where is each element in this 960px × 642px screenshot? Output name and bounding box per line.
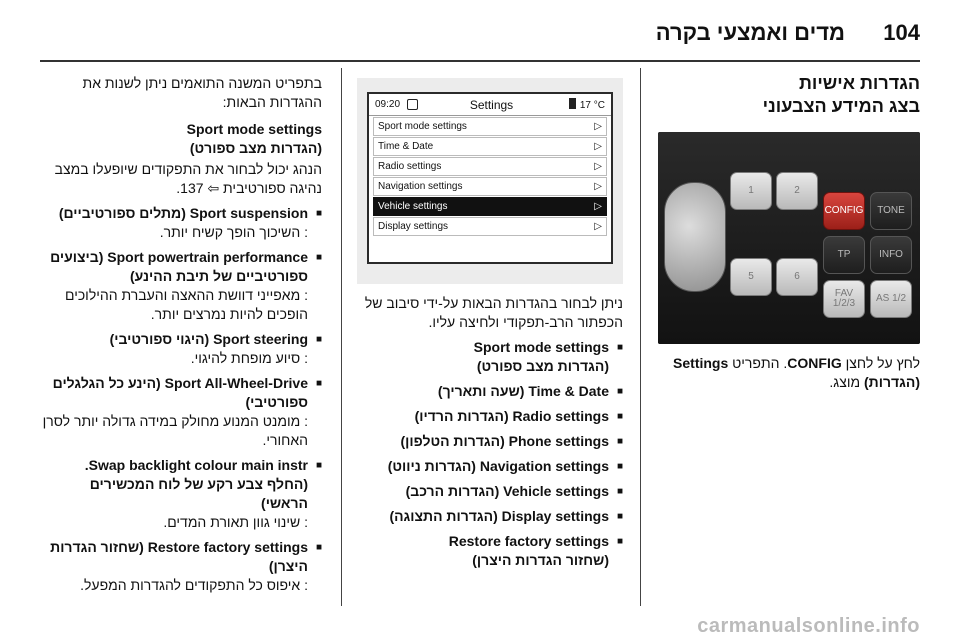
bullet-text: Time & Date (שעה ותאריך) [437,383,609,399]
config-instruction [658,354,920,392]
option-desc: : מאפייני דוושת ההאצה והעברת ההילוכים הופכים להיות נמרצים יותר. [64,287,308,322]
page-number: 104 [883,20,920,45]
watermark: carmanualsonline.info [697,615,920,637]
preset-1-button: 1 [730,172,772,210]
bullet-item [357,432,623,451]
bullet-item [357,407,623,426]
option-desc: : שינוי גוון תאורת המדים. [163,514,308,530]
bullet-text: Sport mode settings [473,339,609,355]
screen-header [369,94,611,116]
option-title: ■ Sport All-Wheel-Drive (הינע כל הגלגלים ספורטיבי) [52,375,308,410]
instruction-post: מוצג. [829,374,865,390]
left-intro: בתפריט המשנה התואמים ניתן לשנות את ההגדרות הבאות: [82,75,322,110]
sport-mode-heading [40,120,322,158]
settings-screen [367,92,613,264]
menu-label: Vehicle settings [378,201,448,212]
bullet-item [357,382,623,401]
chevron-right-icon: ▷ [594,221,602,232]
option-title: ■ Sport steering (היגוי ספורטיבי) [109,331,308,347]
sport-mode-heading-he: (הגדרות מצב ספורט) [189,140,322,156]
screen-time: 09:20 [375,99,401,110]
column-divider-left [341,68,342,606]
menu-label: Sport mode settings [378,121,467,132]
chevron-right-icon: ▷ [594,181,602,192]
option-title: ■ Restore factory settings (שחזור הגדרות היצרן) [50,539,308,574]
section-title [658,72,920,118]
sport-option-item [40,538,322,595]
header-rule [40,60,920,62]
instruction-mid: . התפריט [728,355,788,371]
screen-menu-item-selected [373,197,607,216]
page-header [0,0,960,62]
sport-option-item [40,204,322,242]
chevron-right-icon: ▷ [594,121,602,132]
temperature-value: 17 °C [579,100,605,111]
column-divider-right [640,68,641,606]
screen-menu-item [373,137,607,156]
option-desc: : סיוע מופחת להיגוי. [190,350,308,366]
right-column [658,68,920,392]
control-panel-photo [658,132,920,344]
menu-label: Radio settings [378,161,442,172]
settings-bullet-list [357,338,623,570]
preset-5-button: 5 [730,258,772,296]
screen-menu-item [373,117,607,136]
bullet-item [357,338,623,376]
tone-button: TONE [870,192,912,230]
bullet-heb: (שחזור הגדרות היצרן) [472,552,609,568]
option-desc: : השיכוך הופך קשיח יותר. [159,224,308,240]
option-title: ■ Sport powertrain performance (ביצועים ספורטיביים של תיבת ההינע) [50,249,308,284]
section-title-line1: הגדרות אישיות [799,73,920,93]
fav-button: FAV 1/2/3 [823,280,865,318]
option-title: ■ Swap backlight colour main instr. (החלף צבע רקע של לוח המכשירים הראשי) [84,457,308,511]
chevron-right-icon: ▷ [594,201,602,212]
bullet-text: Restore factory settings [448,533,609,549]
option-desc: : איפוס כל התפקודים להגדרות המפעל. [80,577,308,593]
config-button: CONFIG [823,192,865,230]
bullet-text: Display settings (הגדרות התצוגה) [389,508,609,524]
bullet-text: Radio settings (הגדרות הרדיו) [414,408,609,424]
sport-mode-description: הנהג יכול לבחור את התפקודים שיופעלו במצב נהיגה ספורטיבית ⇦ 137. [54,161,322,196]
menu-label: Time & Date [378,141,434,152]
sport-option-item [40,330,322,368]
bullet-text: Vehicle settings (הגדרות הרכב) [405,483,609,499]
bullet-item [357,532,623,570]
bullet-text: Navigation settings (הגדרות ניווט) [387,458,609,474]
middle-column [357,68,623,570]
thermometer-icon [569,98,576,109]
volume-knob [664,182,726,292]
sport-option-item [40,456,322,532]
bullet-item [357,482,623,501]
as-button: AS 1/2 [870,280,912,318]
sport-option-item [40,248,322,324]
screen-menu-item [373,157,607,176]
preset-6-button: 6 [776,258,818,296]
middle-intro: ניתן לבחור בהגדרות הבאות על-ידי סיבוב של הכפתור הרב-תפקודי ולחיצה עליו. [364,295,623,330]
info-button: INFO [870,236,912,274]
chevron-right-icon: ▷ [594,161,602,172]
chapter-title: מדים ואמצעי בקרה [655,20,845,45]
option-title: ■ Sport suspension (מתלים ספורטיביים) [58,205,308,221]
instruction-config: CONFIG [787,355,842,371]
screen-title: Settings [469,97,514,112]
sport-mode-heading-en: Sport mode settings [186,121,322,137]
instruction-pre: לחץ על לחצן [841,355,920,371]
bullet-item [357,507,623,526]
screen-temperature [559,98,605,111]
settings-screen-illustration [357,78,623,284]
screen-menu-item [373,217,607,236]
chevron-right-icon: ▷ [594,141,602,152]
bullet-text: Phone settings (הגדרות הטלפון) [400,433,609,449]
option-desc: : מומנט המנוע מחולק במידה גדולה יותר לסרן האחורי. [42,413,308,448]
clock-icon [407,99,418,110]
sport-option-item [40,374,322,450]
bullet-item [357,457,623,476]
preset-2-button: 2 [776,172,818,210]
tp-button: TP [823,236,865,274]
screen-menu-item [373,177,607,196]
left-column [40,68,322,595]
instruction-settings: Settings (הגדרות) [673,355,920,390]
menu-label: Navigation settings [378,181,463,192]
section-title-line2: בצג המידע הצבעוני [762,96,920,116]
menu-label: Display settings [378,221,449,232]
bullet-heb: (הגדרות מצב ספורט) [476,358,609,374]
